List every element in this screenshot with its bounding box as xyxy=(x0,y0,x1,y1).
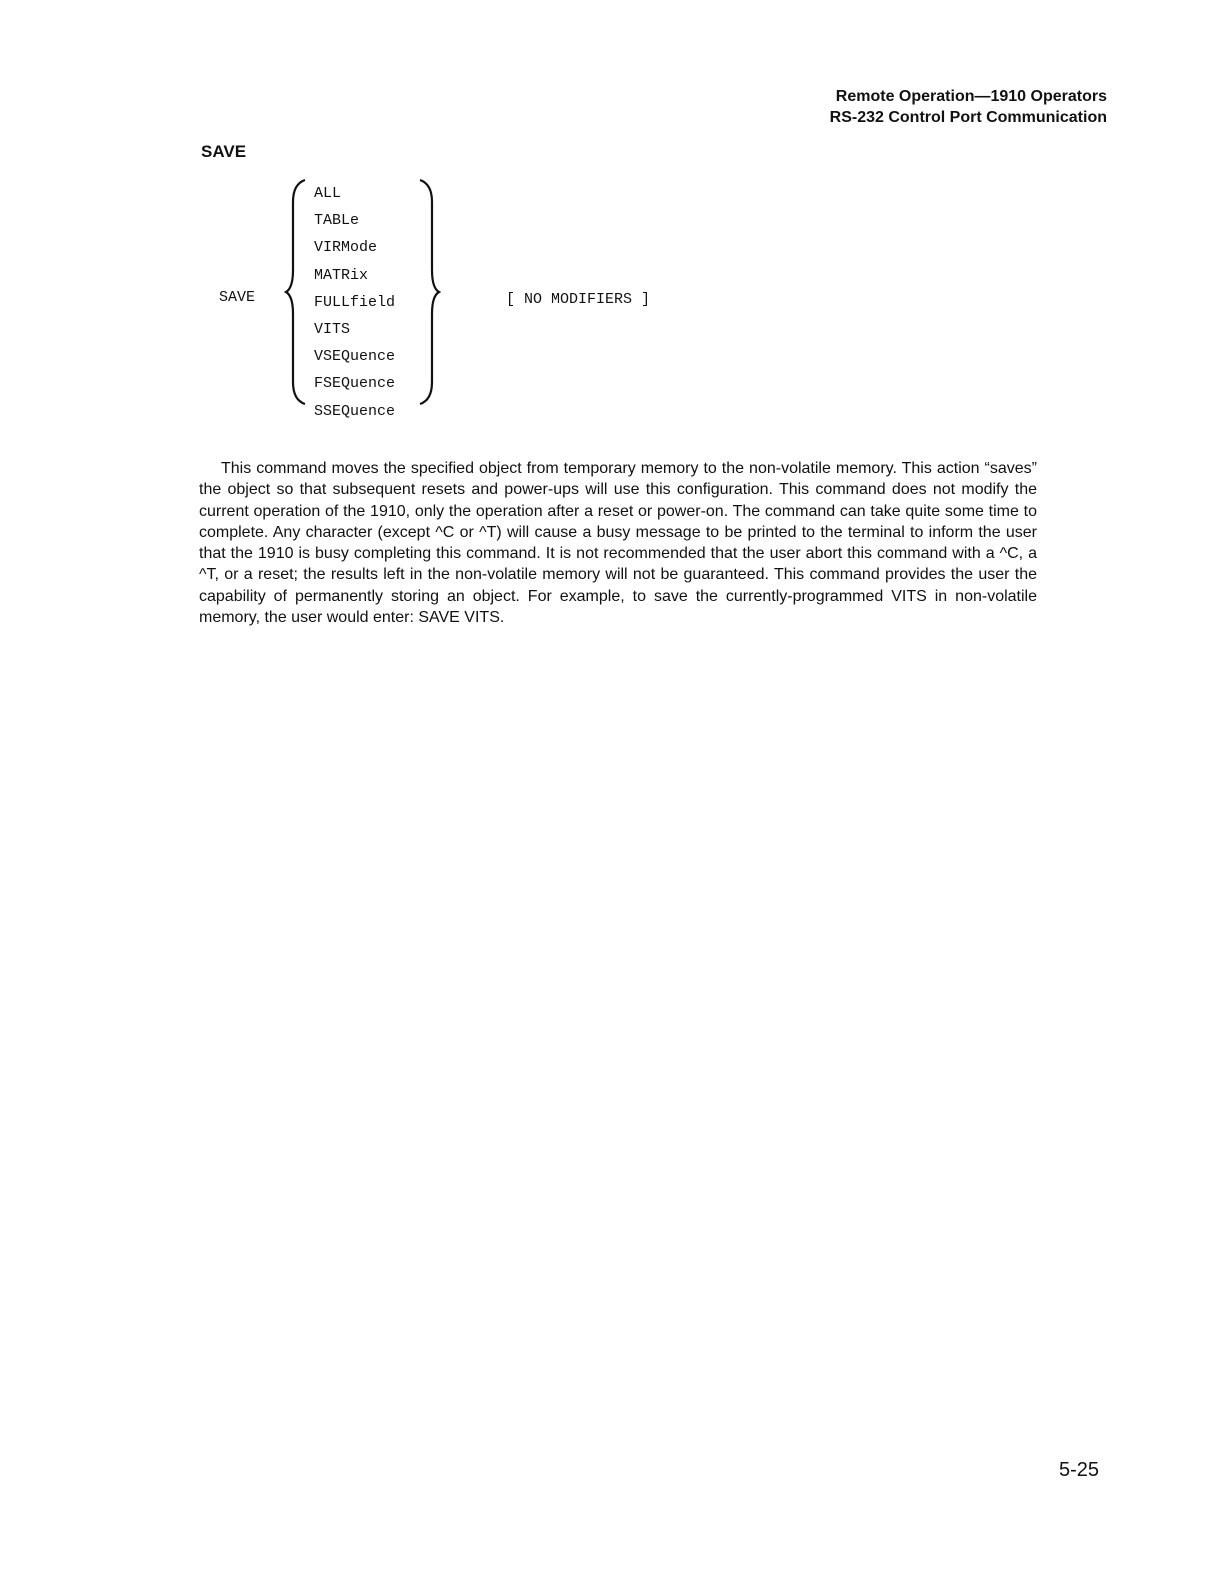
running-header xyxy=(830,86,1107,128)
left-brace-icon xyxy=(283,178,313,406)
page-number: 5-25 xyxy=(1058,1459,1099,1481)
syntax-option: SSEQuence xyxy=(314,402,396,420)
syntax-options-list xyxy=(314,180,395,425)
syntax-option: VIRMode xyxy=(314,239,378,257)
syntax-option: VSEQuence xyxy=(314,348,396,366)
syntax-option: VITS xyxy=(314,321,351,339)
description-paragraph: This command moves the specified object from temporary memory to the non-volatile memory. This action “saves” the object so that subsequent resets and power-ups will use this configuration. This command does not modify the current operation of the 1910, only the operation after a reset or power-on. The command can take quite some time to complete. Any character (except ^C or ^T) will cause a busy message to be printed to the terminal to inform the user that the 1910 is busy completing this command. It is not recommended that the user abort this command with a ^C, a ^T, or a reset; the results left in the non-volatile memory will not be guaranteed. This command provides the user the capability of permanently storing an object. For example, to save the currently-programmed VITS in non-volatile memory, the user would enter: SAVE VITS. xyxy=(199,460,1037,627)
syntax-option: MATRix xyxy=(314,266,369,284)
section-title: SAVE xyxy=(201,142,247,161)
syntax-option: FULLfield xyxy=(314,293,396,311)
header-line-1: Remote Operation—1910 Operators xyxy=(835,88,1107,105)
modifiers-note: [ NO MODIFIERS ] xyxy=(506,291,651,308)
syntax-option: TABLe xyxy=(314,212,360,230)
right-brace-icon xyxy=(416,178,446,406)
syntax-command: SAVE xyxy=(219,289,256,306)
syntax-option: ALL xyxy=(314,185,342,202)
syntax-option: FSEQuence xyxy=(314,375,396,393)
header-line-2: RS-232 Control Port Communication xyxy=(829,109,1107,126)
